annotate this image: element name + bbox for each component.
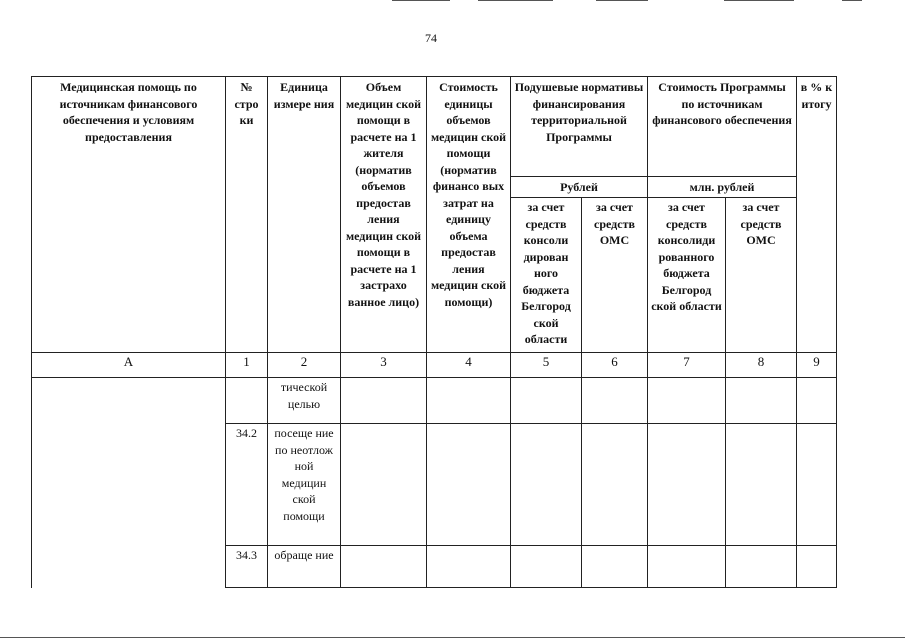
data-cell bbox=[582, 424, 648, 546]
header-row-number: № стро ки bbox=[226, 77, 268, 353]
column-number: А bbox=[32, 353, 226, 378]
unit-cell: посеще ние по неотлож ной медицин ской помощи bbox=[268, 424, 341, 546]
top-rule bbox=[392, 0, 450, 1]
column-number: 3 bbox=[341, 353, 427, 378]
data-cell bbox=[511, 546, 582, 588]
header-unit: Единица измере ния bbox=[268, 77, 341, 353]
data-cell bbox=[648, 378, 726, 424]
data-cell bbox=[341, 424, 427, 546]
column-number: 1 bbox=[226, 353, 268, 378]
bottom-rule bbox=[0, 637, 905, 638]
unit-cell: обраще ние bbox=[268, 546, 341, 588]
data-cell bbox=[511, 378, 582, 424]
data-cell bbox=[726, 378, 797, 424]
row-number-cell bbox=[226, 378, 268, 424]
header-rubles: Рублей bbox=[511, 177, 648, 198]
financing-table bbox=[31, 76, 837, 588]
header-per-capita: Подушевые нормативы финансирования территориальной Программы bbox=[511, 77, 648, 177]
data-cell bbox=[427, 546, 511, 588]
page-number: 74 bbox=[425, 31, 437, 45]
medical-care-cell bbox=[32, 378, 226, 588]
column-number: 7 bbox=[648, 353, 726, 378]
data-cell bbox=[427, 378, 511, 424]
header-consolidated-budget-mln: за счет средств консолиди рованного бюджета Белгород ской области bbox=[648, 198, 726, 353]
header-volume: Объем медицин ской помощи в расчете на 1 жителя (норматив объемов предостав ления медицин ской помощи в расчете на 1 застрахо ванное лицо) bbox=[341, 77, 427, 353]
row-number-cell: 34.2 bbox=[226, 424, 268, 546]
top-rule bbox=[724, 0, 794, 1]
header-mln-rubles: млн. рублей bbox=[648, 177, 797, 198]
column-number: 5 bbox=[511, 353, 582, 378]
data-cell bbox=[726, 424, 797, 546]
row-number-cell: 34.3 bbox=[226, 546, 268, 588]
column-number: 4 bbox=[427, 353, 511, 378]
header-unit-cost: Стоимость единицы объемов медицин ской помощи (норматив финансо вых затрат на единицу объема предостав ления медицин ской помощи) bbox=[427, 77, 511, 353]
header-oms-rubles: за счет средств ОМС bbox=[582, 198, 648, 353]
top-rule bbox=[842, 0, 862, 1]
data-cell bbox=[648, 424, 726, 546]
data-cell bbox=[797, 378, 837, 424]
data-cell bbox=[511, 424, 582, 546]
column-number: 9 bbox=[797, 353, 837, 378]
data-cell bbox=[648, 546, 726, 588]
header-oms-mln: за счет средств ОМС bbox=[726, 198, 797, 353]
column-number-row bbox=[32, 353, 837, 378]
data-cell bbox=[797, 546, 837, 588]
data-cell bbox=[582, 546, 648, 588]
column-number: 2 bbox=[268, 353, 341, 378]
top-rule bbox=[478, 0, 553, 1]
column-number: 6 bbox=[582, 353, 648, 378]
data-cell bbox=[427, 424, 511, 546]
data-cell bbox=[726, 546, 797, 588]
header-consolidated-budget-rubles: за счет средств консоли дирован ного бюджета Белгород ской области bbox=[511, 198, 582, 353]
header-percent: в % к итогу bbox=[797, 77, 837, 353]
data-cell bbox=[341, 546, 427, 588]
data-cell bbox=[341, 378, 427, 424]
data-cell bbox=[582, 378, 648, 424]
data-cell bbox=[797, 424, 837, 546]
table-row bbox=[32, 378, 837, 424]
top-rule bbox=[596, 0, 648, 1]
column-number: 8 bbox=[726, 353, 797, 378]
header-program-cost: Стоимость Программы по источникам финансового обеспечения bbox=[648, 77, 797, 177]
header-medical-care: Медицинская помощь по источникам финансового обеспечения и условиям предоставления bbox=[32, 77, 226, 353]
unit-cell: тической целью bbox=[268, 378, 341, 424]
